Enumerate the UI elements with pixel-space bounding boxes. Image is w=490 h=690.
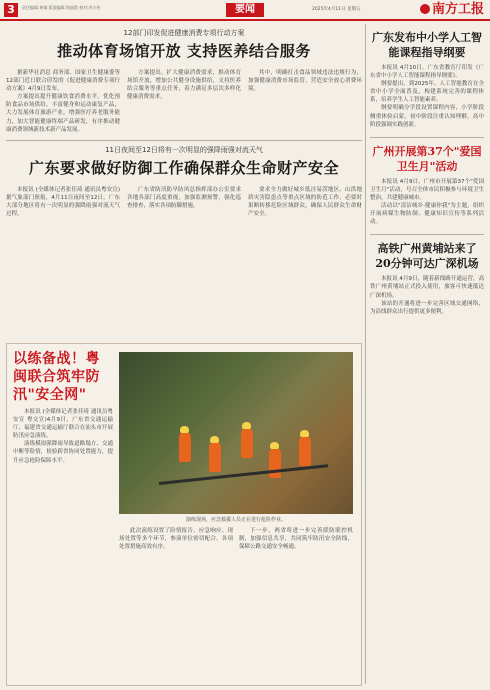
helmet xyxy=(270,442,279,449)
helmet xyxy=(210,436,219,443)
brand-name: 南方工报 xyxy=(431,2,484,17)
story1-body xyxy=(6,69,362,134)
helmet xyxy=(300,430,309,437)
story1-headline: 推动体育场馆开放 支持医养结合服务 xyxy=(57,42,311,60)
brand-logo xyxy=(420,1,484,19)
worker-figure xyxy=(241,428,253,458)
worker-figure xyxy=(299,436,311,466)
story1-kicker: 12部门印发促进健康消费专项行动方案 xyxy=(123,29,245,37)
worker-figure xyxy=(269,448,281,478)
divider xyxy=(370,234,484,235)
right1-headline: 广东发布中小学人工智能课程指导纲要 xyxy=(372,31,482,59)
story1-para: 方案提出，扩大健康消费需求，推动体育场馆开放，增加公共健身设施供给，支持医养结合服务等重点任务，着力满足多层次多样化健康消费需求。 xyxy=(127,70,241,101)
story2-para: 本报讯 (全媒体记者张佳琦 通讯员粤安宣)据气象部门预报，4月11日夜间至12日，广东大部分地区将有一次明显的强降雨强对流天气过程。 xyxy=(6,186,120,218)
column-divider xyxy=(365,24,366,684)
right2-headline: 广州开展第37个"爱国卫生月"活动 xyxy=(372,144,482,173)
story2-para: 要求全力做好城乡低洼易涝地区、山洪地质灾害隐患点等重点区域的防范工作，必要时果断转移危险区域群众，确保人民群众生命财产安全。 xyxy=(248,186,362,218)
story3-para: 本报讯 (全媒体记者张佳琦 通讯员粤安宣 粤交宣)4月9日，广东省交通运输厅、福建省交通运输厅联合在汕头市开展防汛应急演练。 xyxy=(13,409,113,440)
right1-para: 纲要明确分学段设置课程内容，小学阶段侧重体验启蒙，初中阶段注重认知理解，高中阶段强调实践创新。 xyxy=(370,105,484,128)
story3-para: 此次演练设置了险情报告、应急响应、现场处置等多个环节，参演单位密切配合，各项处置措施高效有序。 xyxy=(119,528,233,551)
section-tag: 要闻 xyxy=(226,3,264,17)
photo-caption: 演练现场，应急救援人员正在进行抢险作业。 xyxy=(185,517,286,523)
story3-headline: 以练备战！粤闽联合筑牢防汛"安全网" xyxy=(13,351,100,403)
story2-headline: 广东要求做好防御工作确保群众生命财产安全 xyxy=(28,158,339,177)
masthead-rule xyxy=(0,19,490,21)
divider xyxy=(370,137,484,138)
story2-body xyxy=(6,186,362,218)
main-column xyxy=(6,24,362,218)
masthead xyxy=(0,0,490,20)
editors-line: 责任编辑:黄婧 版面编辑:钱丽霞 校对:麦丰传 xyxy=(22,5,101,10)
worker-figure xyxy=(209,442,221,472)
divider xyxy=(6,140,362,141)
story1-para: 方案提出提升健康饮食消费水平，优化预防食品市场供给，丰富健身和运动康复产品，大力发展体育旅游产业，增强医疗养老服务能力，加大智能健康终端产品研发，有序推动健康消费领域新技术新产品发展。 xyxy=(6,94,120,133)
story1-para: 其中，明确打击食品领域违法违规行为，加强健康消费市场监管，营造安全放心消费环境。 xyxy=(248,70,362,93)
worker-figure xyxy=(179,432,191,462)
hose xyxy=(159,464,328,485)
story3-para: 下一步，两省将进一步完善联防联控机制，加强信息共享，共同筑牢防汛安全防线，保障公路交通安全畅通。 xyxy=(239,528,353,551)
page-number: 3 xyxy=(4,3,18,17)
news-photo xyxy=(119,352,353,514)
right3-headline: 高铁广州黄埔站来了20分钟可达广深机场 xyxy=(375,242,479,271)
right2-para: 本报讯 4月9日，广州市开展第37个"爱国卫生月"活动，号召全体市民积极参与环境卫生整治，共建健康城市。 xyxy=(370,178,484,201)
right3-para: 该站的开通将进一步完善区域交通网络，为沿线群众出行提供更多便利。 xyxy=(370,300,484,315)
helmet xyxy=(180,426,189,433)
right1-para: 本报讯 4月10日，广东省教育厅印发《广东省中小学人工智能课程指导纲要》。 xyxy=(370,65,484,80)
story1-para: 据新华社消息 商务部、国家卫生健康委等12部门近日联合印发的《促进健康消费专项行动方案》4月9日发布。 xyxy=(6,70,120,93)
story3-para: 演练模拟强降雨导致道路塌方、交通中断等险情，检验跨省协同处置能力，提升应急抢险保障水平。 xyxy=(13,441,113,464)
story2-kicker: 11日夜间至12日将有一次明显的强降雨强对流天气 xyxy=(105,145,263,154)
story2-para: 广东省防汛防旱防风总指挥部办公室要求各地各部门高度重视，加强监测预警，强化巡查排查，落实各项防御措施。 xyxy=(127,186,241,209)
right2-para: 活动以"清洁城乡·健康你我"为主题，组织开展病媒生物防制、健康知识宣传等系列活动。 xyxy=(370,203,484,226)
helmet xyxy=(242,422,251,429)
side-column xyxy=(370,24,484,316)
feature-box xyxy=(6,343,362,686)
right1-para: 纲要提出，到2025年，人工智能教育在全省中小学全面普及，构建系统完善的课程体系，培养学生人工智能素养。 xyxy=(370,81,484,104)
right3-para: 本报讯 4月9日，随着新线路开通运营，高铁广州黄埔站正式投入使用，旅客可快速抵达广深机场。 xyxy=(370,276,484,299)
issue-date: 2025年4月11日 星期五 xyxy=(312,7,361,12)
brand-mark-icon xyxy=(420,4,430,14)
